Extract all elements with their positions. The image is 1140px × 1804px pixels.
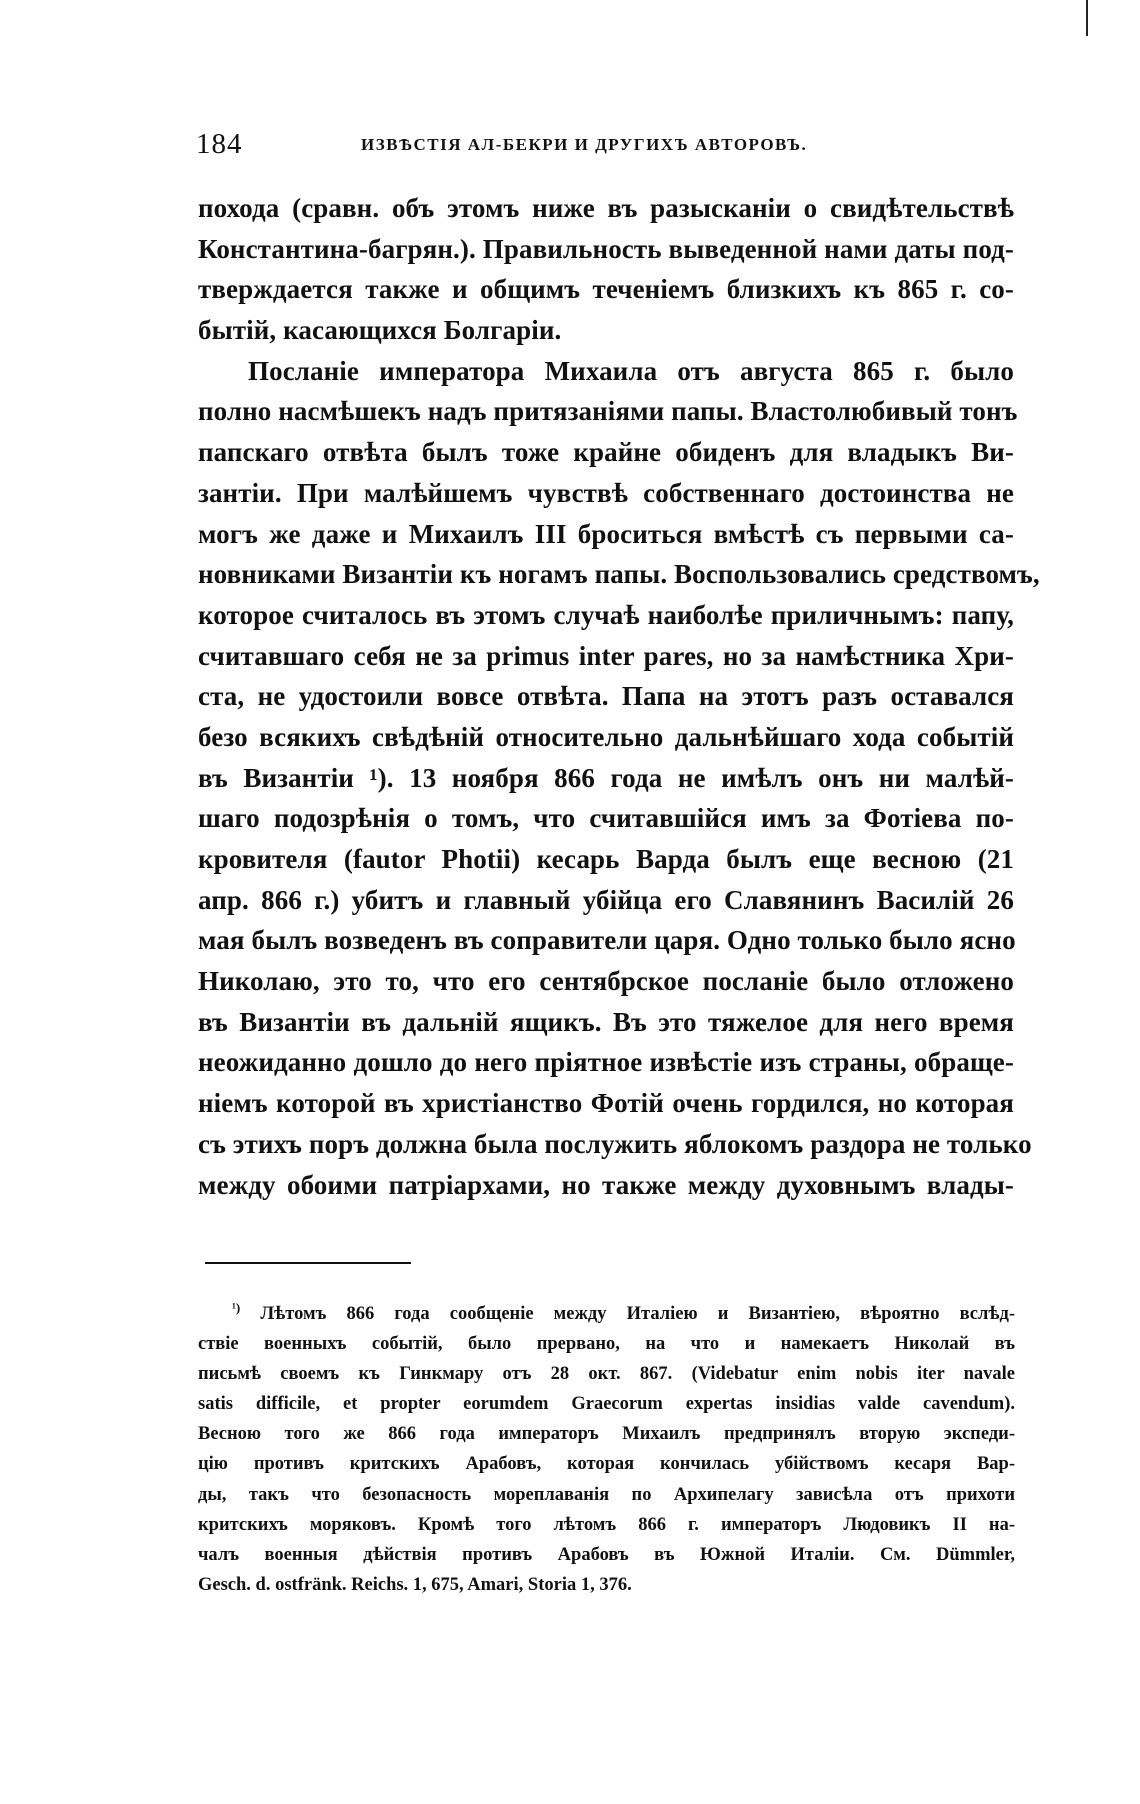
text-line: могъ же даже и Михаилъ III броситься вмѣстѣ съ первыми са- — [198, 518, 1014, 549]
footnote-line: Весною того же 866 года императоръ Михаилъ предпринялъ вторую экспеди- — [198, 1424, 1015, 1445]
text-line: зантіи. При малѣйшемъ чувствѣ собственнаго достоинства не — [198, 477, 1014, 508]
footnote-line: ды, такъ что безопасность мореплаванія по Архипелагу зависѣла отъ прихоти — [198, 1484, 1015, 1505]
text-line: новниками Византіи къ ногамъ папы. Воспользовались средствомъ, — [198, 559, 1040, 590]
text-line: ста, не удостоили вовсе отвѣта. Папа на этотъ разъ оставался — [198, 681, 1014, 712]
footnote-mark: ¹) — [232, 1299, 241, 1315]
text-line: бытій, касающихся Болгаріи. — [198, 315, 562, 346]
footnote — [198, 1299, 1015, 1600]
text-line: кровителя (fautor Photii) кесарь Варда былъ еще весною (21 — [198, 844, 1014, 874]
footnote-line: чалъ военныя дѣйствія противъ Арабовъ въ Южной Италіи. См. Dümmler, — [198, 1544, 1015, 1565]
text-line: въ Византіи ¹). 13 ноября 866 года не имѣлъ онъ ни малѣй- — [198, 762, 1014, 793]
text-line: которое считалось въ этомъ случаѣ наиболѣе приличнымъ: папу, — [198, 599, 1014, 630]
text-line: въ Византіи въ дальній ящикъ. Въ это тяжелое для него время — [198, 1006, 1014, 1037]
footnote-line: письмѣ своемъ къ Гинкмару отъ 28 окт. 867. (Videbatur enim nobis iter navale — [198, 1364, 1015, 1385]
text-line: неожиданно дошло до него пріятное извѣстіе изъ страны, обраще- — [198, 1047, 1014, 1078]
main-text — [198, 188, 1040, 1205]
paragraph-start-line: Посланіе императора Михаила отъ августа 865 г. было — [248, 355, 1014, 386]
footnote-line: Gesch. d. ostfränk. Reichs. 1, 675, Amari, Storia 1, 376. — [198, 1574, 632, 1595]
text-line: похода (сравн. объ этомъ ниже въ разысканіи о свидѣтельствѣ — [198, 193, 1014, 223]
running-title: ИЗВѢСТІЯ АЛ-БЕКРИ И ДРУГИХЪ АВТОРОВЪ. — [361, 135, 808, 154]
text-line: папскаго отвѣта былъ тоже крайне обиденъ для владыкъ Ви- — [198, 437, 1014, 468]
running-header — [196, 128, 1008, 164]
footnote-line: satis difficile, et propter eorumdem Graecorum expertas insidias valde cavendum). — [198, 1394, 1015, 1415]
text-line: безо всякихъ свѣдѣній относительно дальнѣйшаго хода событій — [198, 721, 1014, 752]
text-line: считавшаго себя не за primus inter pares, но за намѣстника Хри- — [198, 640, 1014, 671]
text-line: ніемъ которой въ христіанство Фотій очень гордился, но которая — [198, 1088, 1014, 1119]
text-line: шаго подозрѣнія о томъ, что считавшійся имъ за Фотіева по- — [198, 803, 1014, 834]
text-line: тверждается также и общимъ теченіемъ близкихъ къ 865 г. со- — [198, 274, 1014, 305]
text-line: мая былъ возведенъ въ соправители царя. Одно только было ясно — [198, 925, 1016, 956]
text-line: съ этихъ поръ должна была послужить яблокомъ раздора не только — [198, 1128, 1032, 1159]
text-line: Константина-багрян.). Правильность выведенной нами даты под- — [198, 233, 1014, 264]
text-line: между обоими патріархами, но также между духовнымъ влады- — [198, 1169, 1014, 1200]
page-number: 184 — [196, 128, 243, 160]
footnote-first-line — [198, 1299, 1015, 1329]
footnote-separator — [205, 1262, 411, 1264]
page-edge-line — [1086, 0, 1088, 36]
footnote-line: критскихъ моряковъ. Кромѣ того лѣтомъ 866 г. императоръ Людовикъ II на- — [198, 1514, 1015, 1535]
text-line: полно насмѣшекъ надъ притязаніями папы. Властолюбивый тонъ — [198, 396, 1018, 427]
footnote-line: ствіе военныхъ событій, было прервано, на что и намекаетъ Николай въ — [198, 1334, 1015, 1355]
footnote-text: Лѣтомъ 866 года сообщеніе между Италіею и Византіею, вѣроятно вслѣд- — [260, 1304, 1015, 1324]
text-line: Николаю, это то, что его сентябрское посланіе было отложено — [198, 966, 1014, 997]
text-line: апр. 866 г.) убитъ и главный убійца его Славянинъ Василій 26 — [198, 884, 1014, 915]
footnote-line: цію противъ критскихъ Арабовъ, которая кончилась убійствомъ кесаря Вар- — [198, 1454, 1015, 1475]
